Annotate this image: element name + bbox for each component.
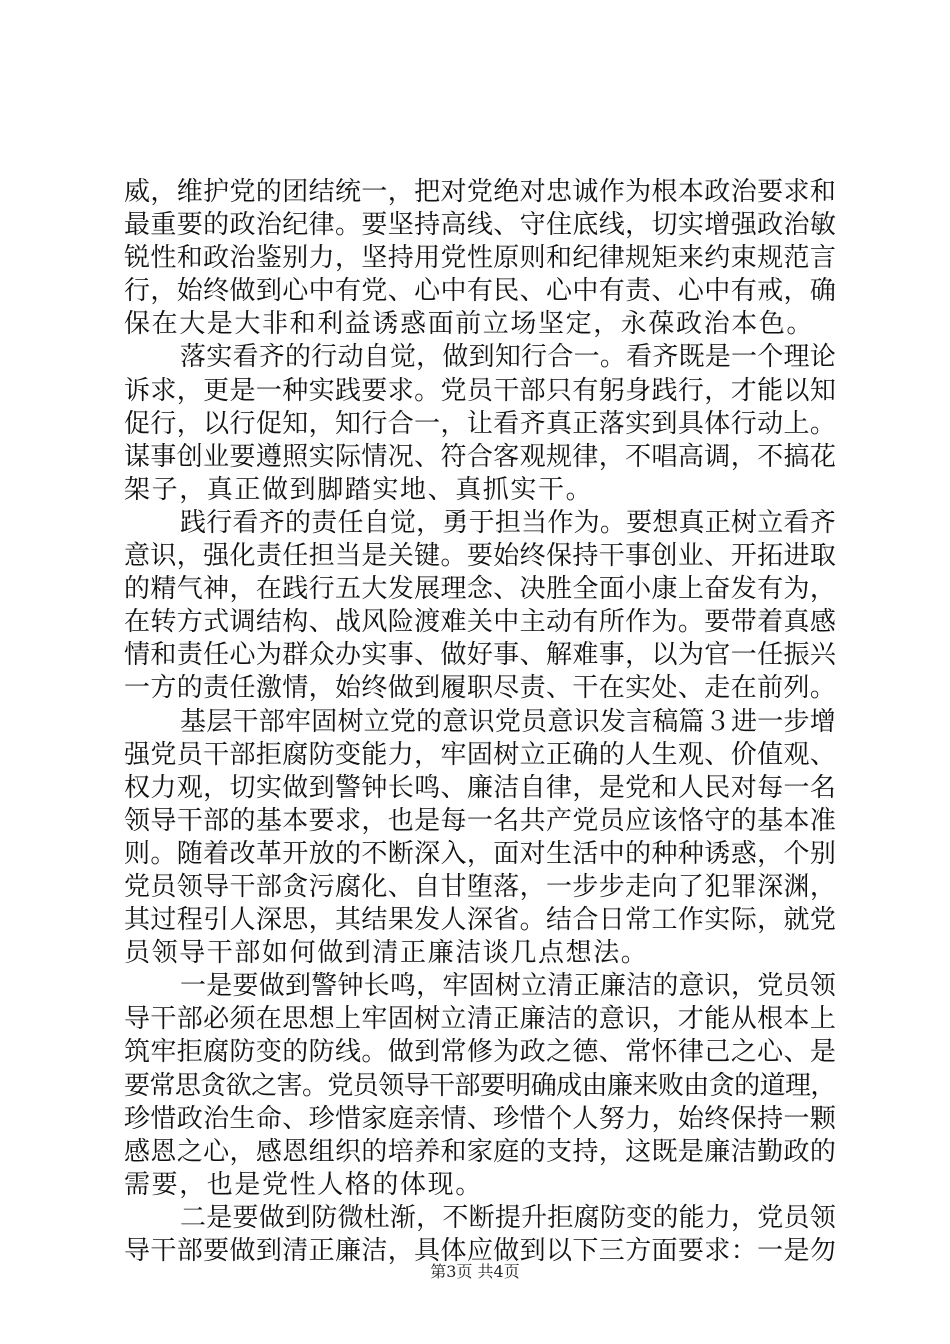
text-line: 要常思贪欲之害。党员领导干部要明确成由廉来败由贪的道理， — [124, 1070, 836, 1101]
text-line: 员领导干部如何做到清正廉洁谈几点想法。 — [124, 938, 649, 969]
text-line: 一方的责任激情，始终做到履职尽责、干在实处、走在前列。 — [124, 673, 837, 704]
text-line: 行，始终做到心中有党、心中有民、心中有责、心中有戒，确 — [124, 276, 837, 307]
text-line: 落实看齐的行动自觉，做到知行合一。看齐既是一个理论 — [180, 342, 837, 373]
text-line: 促行，以行促知，知行合一，让看齐真正落实到具体行动上。 — [124, 408, 837, 439]
text-line: 二是要做到防微杜渐，不断提升拒腐防变的能力，党员领 — [180, 1202, 837, 1233]
text-line: 保在大是大非和利益诱惑面前立场坚定，永葆政治本色。 — [124, 309, 815, 340]
text-line: 感恩之心，感恩组织的培养和家庭的支持，这既是廉洁勤政的 — [124, 1136, 837, 1167]
text-line: 一是要做到警钟长鸣，牢固树立清正廉洁的意识，党员领 — [180, 971, 837, 1002]
text-line: 需要，也是党性人格的体现。 — [124, 1169, 483, 1200]
text-line: 珍惜政治生命、珍惜家庭亲情、珍惜个人努力，始终保持一颗 — [124, 1103, 837, 1134]
text-line: 意识，强化责任担当是关键。要始终保持干事创业、开拓进取 — [124, 541, 837, 572]
text-line: 践行看齐的责任自觉，勇于担当作为。要想真正树立看齐 — [180, 507, 837, 538]
text-line: 情和责任心为群众办实事、做好事、解难事，以为官一任振兴 — [124, 640, 837, 671]
text-line: 强党员干部拒腐防变能力，牢固树立正确的人生观、价值观、 — [124, 739, 837, 770]
text-line: 最重要的政治纪律。要坚持高线、守住底线，切实增强政治敏 — [124, 210, 837, 241]
text-line: 则。随着改革开放的不断深入，面对生活中的种种诱惑，个别 — [124, 838, 837, 869]
text-line: 的精气神，在践行五大发展理念、决胜全面小康上奋发有为， — [124, 574, 837, 605]
text-line: 诉求，更是一种实践要求。党员干部只有躬身践行，才能以知 — [124, 375, 837, 406]
text-line: 领导干部的基本要求，也是每一名共产党员应该恪守的基本准 — [124, 805, 837, 836]
text-line: 权力观，切实做到警钟长鸣、廉洁自律，是党和人民对每一名 — [124, 772, 837, 803]
text-line: 导干部要做到清正廉洁，具体应做到以下三方面要求：一是勿 — [124, 1236, 837, 1266]
text-line: 导干部必须在思想上牢固树立清正廉洁的意识，才能从根本上 — [124, 1004, 837, 1035]
text-line: 在转方式调结构、战风险渡难关中主动有所作为。要带着真感 — [124, 607, 837, 638]
text-line: 架子，真正做到脚踏实地、真抓实干。 — [124, 474, 594, 505]
text-line: 威，维护党的团结统一，把对党绝对忠诚作为根本政治要求和 — [124, 177, 837, 207]
text-line: 基层干部牢固树立党的意识党员意识发言稿篇３进一步增 — [180, 706, 837, 737]
text-line: 其过程引人深思，其结果发人深省。结合日常工作实际，就党 — [124, 905, 837, 936]
document-body — [124, 176, 836, 1268]
text-line: 党员领导干部贪污腐化、自甘堕落，一步步走向了犯罪深渊， — [124, 871, 837, 902]
text-line: 谋事创业要遵照实际情况、符合客观规律，不唱高调，不搞花 — [124, 441, 837, 472]
page-footer: 第3页 共4页 — [430, 1262, 520, 1281]
text-line: 锐性和政治鉴别力，坚持用党性原则和纪律规矩来约束规范言 — [124, 243, 837, 274]
text-line: 筑牢拒腐防变的防线。做到常修为政之德、常怀律己之心、是 — [124, 1037, 837, 1068]
